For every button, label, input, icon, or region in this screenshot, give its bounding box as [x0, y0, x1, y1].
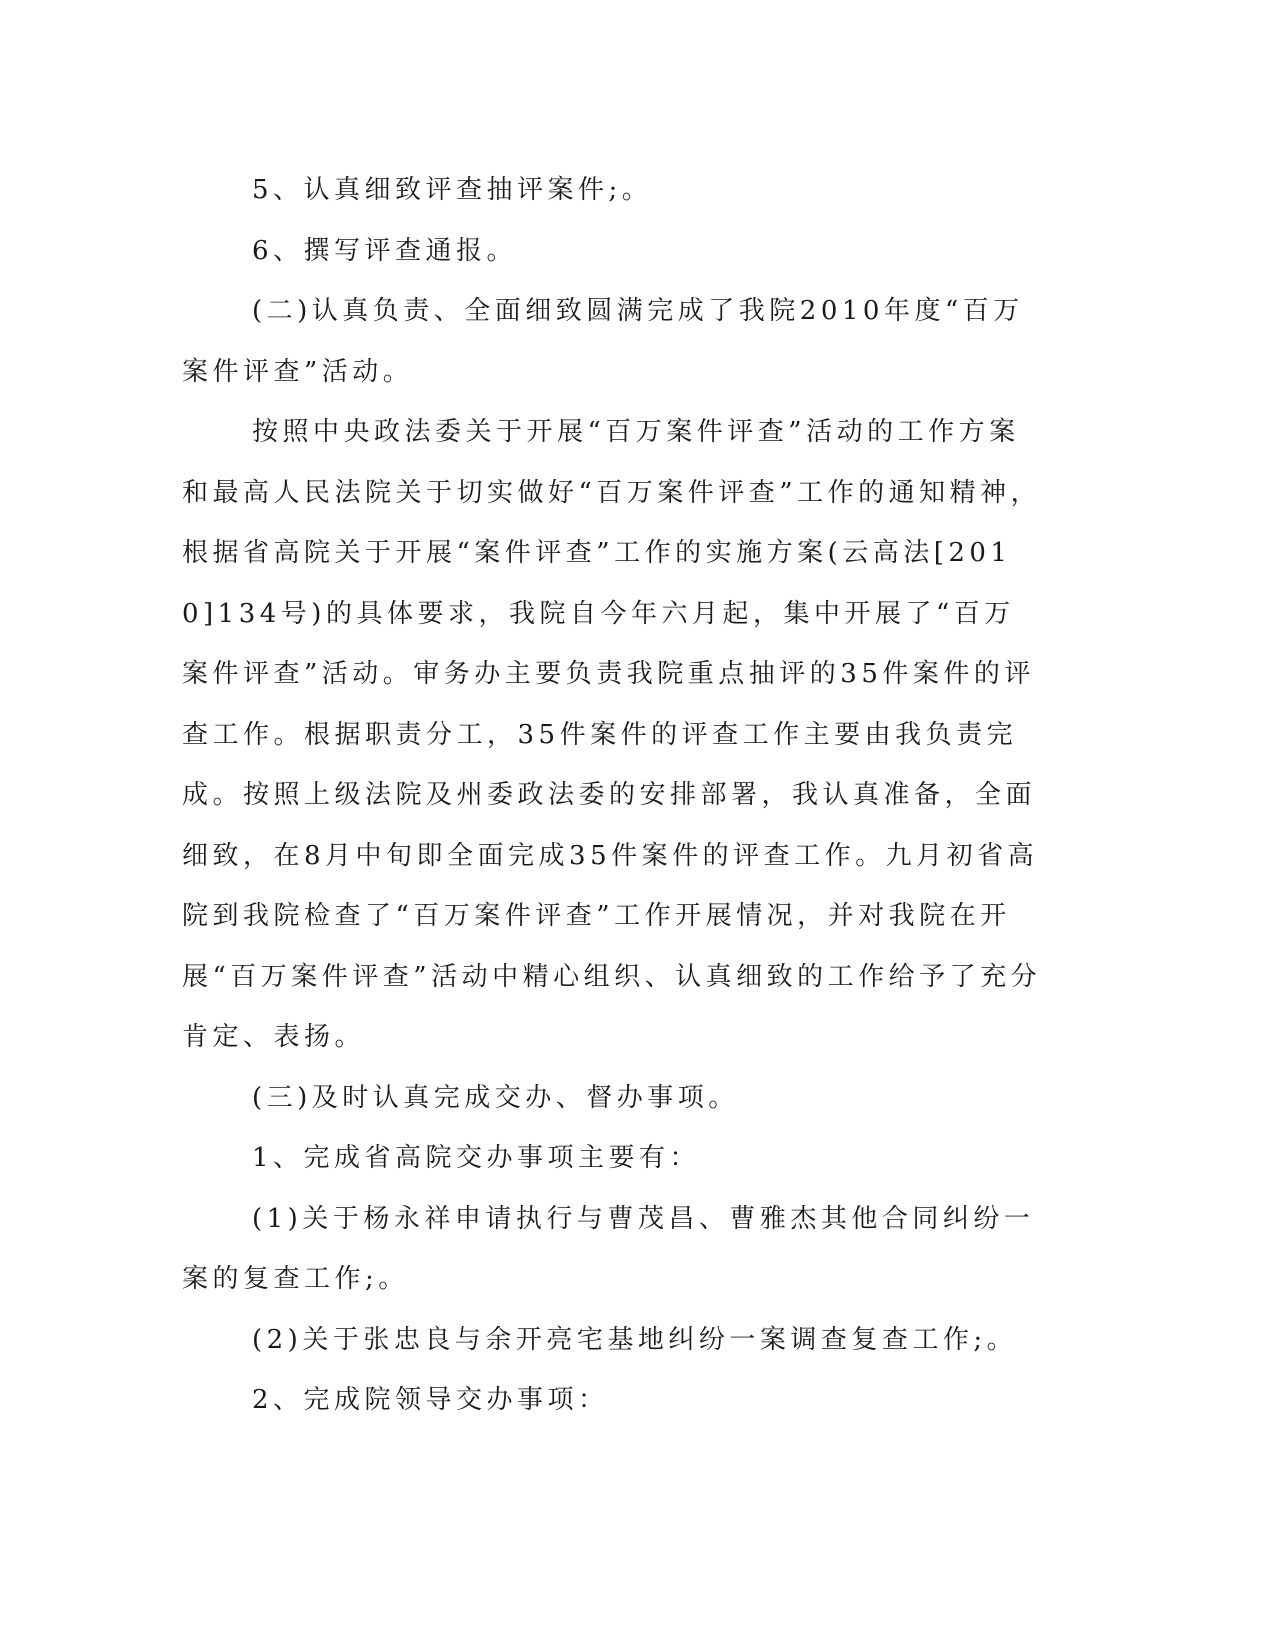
paragraph-item-6: 6、撰写评查通报。	[252, 235, 518, 266]
paragraph-item-1-1: (1)关于杨永祥申请执行与曹茂昌、曹雅杰其他合同纠纷一案的复查工作;。	[182, 1203, 1035, 1294]
section-2-heading: (二)认真负责、全面细致圆满完成了我院2010年度“百万案件评查”活动。	[182, 296, 1024, 387]
paragraph-item-1: 1、完成省高院交办事项主要有：	[252, 1143, 701, 1173]
paragraph-item-1-2: (2)关于张忠良与余开亮宅基地纠纷一案调查复查工作;。	[252, 1324, 1018, 1355]
document-body	[182, 160, 1042, 1431]
paragraph-item-5: 5、认真细致评查抽评案件;。	[252, 175, 653, 205]
section-2-body: 按照中央政法委关于开展“百万案件评查”活动的工作方案和最高人民法院关于切实做好“百万案件评查”工作的通知精神，根据省高院关于开展“案件评查”工作的实施方案(云高法[2010]134号)的具体要求，我院自今年六月起，集中开展了“百万案件评查”活动。审务办主要负责我院重点抽评的35件案件的评查工作。根据职责分工，35件案件的评查工作主要由我负责完成。按照上级法院及州委政法委的安排部署，我认真准备，全面细致，在8月中旬即全面完成35件案件的评查工作。九月初省高院到我院检查了“百万案件评查”工作开展情况，并对我院在开展“百万案件评查”活动中精心组织、认真细致的工作给予了充分肯定、表扬。	[182, 417, 1042, 1052]
section-3-heading: (三)及时认真完成交办、督办事项。	[252, 1082, 739, 1113]
paragraph-item-2: 2、完成院领导交办事项：	[252, 1385, 609, 1415]
